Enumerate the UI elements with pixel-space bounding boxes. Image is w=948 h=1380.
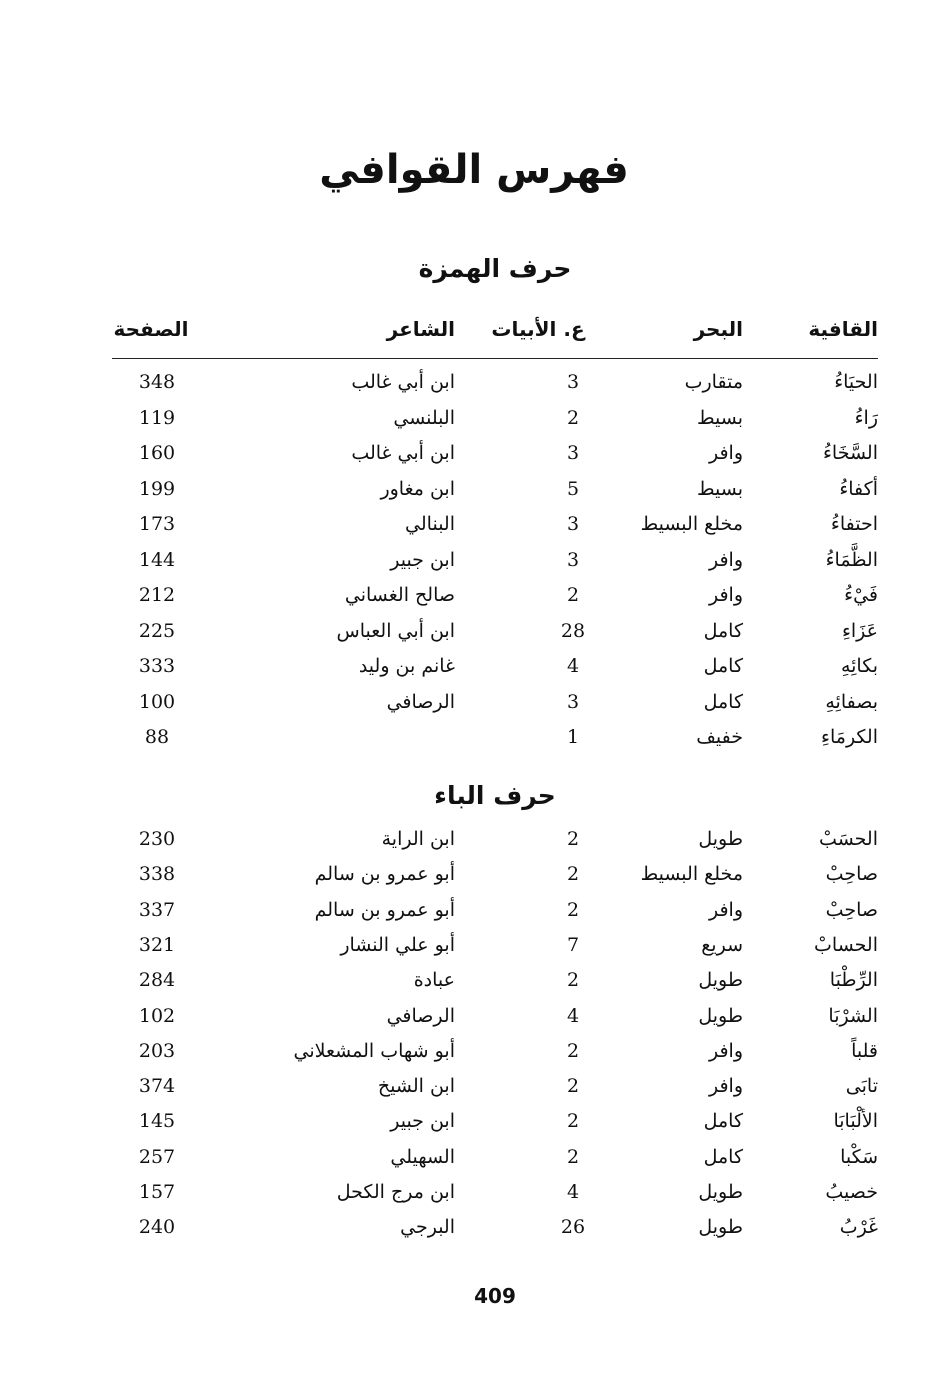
verse-count-cell: 2: [566, 828, 580, 850]
table-row: [0, 998, 948, 1034]
poet-cell: ابن الشيخ: [377, 1075, 455, 1098]
verse-count-cell: 2: [566, 406, 580, 429]
rhyme-cell: فَيْءُ: [844, 584, 878, 606]
verse-count-cell: 2: [566, 1110, 580, 1133]
header-divider: [112, 358, 878, 359]
poet-cell: الرصافي: [386, 1004, 455, 1027]
verse-count-cell: 5: [566, 477, 580, 500]
page-cell: 212: [138, 584, 176, 606]
table-row: [0, 892, 948, 928]
verse-count-cell: 3: [566, 690, 580, 713]
table-row: [0, 542, 948, 578]
verse-count-cell: 4: [566, 1004, 580, 1027]
verse-count-cell: 1: [566, 726, 580, 748]
rhyme-cell: بصفائِهِ: [825, 690, 878, 713]
rhyme-cell: عَزَاءِ: [841, 619, 878, 642]
meter-cell: كامل: [703, 1110, 743, 1133]
column-header-meter: البحر: [693, 317, 743, 341]
poet-cell: البلنسي: [393, 406, 455, 429]
page-cell: 230: [138, 828, 176, 850]
verse-count-cell: 7: [566, 933, 580, 956]
poet-cell: ابن أبي غالب: [351, 442, 455, 464]
verse-count-cell: 3: [566, 548, 580, 571]
page-title: فهرس القوافي: [319, 147, 629, 193]
verse-count-cell: 4: [566, 655, 580, 677]
meter-cell: وافر: [708, 1039, 743, 1062]
rhyme-cell: قلباً: [851, 1039, 878, 1062]
meter-cell: طويل: [698, 828, 743, 850]
table-row: [0, 577, 948, 613]
page-cell: 173: [138, 513, 176, 535]
meter-cell: بسيط: [696, 477, 743, 500]
poet-cell: السهيلي: [390, 1145, 455, 1168]
rhyme-cell: صاحِبْ: [825, 898, 878, 921]
table-header: [0, 311, 948, 347]
page-cell: 284: [138, 969, 176, 992]
verse-count-cell: 3: [566, 442, 580, 464]
meter-cell: كامل: [703, 1145, 743, 1168]
poet-cell: ابن الراية: [381, 828, 455, 850]
table-row: [0, 962, 948, 998]
rhyme-cell: احتفاءُ: [830, 513, 878, 535]
meter-cell: وافر: [708, 1075, 743, 1098]
meter-cell: متقارب: [684, 371, 743, 393]
poet-cell: أبو عمرو بن سالم: [314, 863, 455, 886]
verse-count-cell: 4: [566, 1181, 580, 1203]
meter-cell: طويل: [698, 969, 743, 992]
table-row: [0, 1103, 948, 1139]
rhyme-cell: الكرمَاءِ: [821, 726, 878, 748]
meter-cell: مخلع البسيط: [640, 863, 743, 886]
meter-cell: طويل: [698, 1181, 743, 1203]
page-cell: 333: [138, 655, 176, 677]
poet-cell: صالح الغساني: [344, 584, 455, 606]
rhyme-cell: الرِّطْبَا: [829, 969, 878, 992]
meter-cell: مخلع البسيط: [640, 513, 743, 535]
page-cell: 199: [138, 477, 176, 500]
verse-count-cell: 2: [566, 863, 580, 886]
rhyme-cell: خصيبُ: [825, 1181, 878, 1203]
rhyme-cell: الظَّمَاءُ: [825, 548, 878, 571]
verse-count-cell: 2: [566, 584, 580, 606]
column-header-count: ع. الأبيات: [491, 317, 585, 341]
page-cell: 157: [138, 1181, 176, 1203]
rhyme-cell: السَّخَاءُ: [822, 442, 878, 464]
table-row: [0, 400, 948, 436]
rhyme-cell: سَكْبا: [840, 1145, 878, 1168]
poet-cell: [215, 719, 455, 755]
meter-cell: طويل: [698, 1216, 743, 1239]
page-number: 409: [474, 1284, 516, 1308]
table-row: [0, 506, 948, 542]
table-row: [0, 719, 948, 755]
meter-cell: كامل: [703, 655, 743, 677]
table-row: [0, 1209, 948, 1245]
table-row: [0, 613, 948, 649]
meter-cell: كامل: [703, 690, 743, 713]
meter-cell: كامل: [703, 619, 743, 642]
rhyme-cell: صاحِبْ: [825, 863, 878, 886]
table-row: [0, 1068, 948, 1104]
table-row: [0, 435, 948, 471]
poet-cell: أبو شهاب المشعلاني: [293, 1039, 455, 1062]
page-cell: 203: [138, 1039, 176, 1062]
page-cell: 321: [138, 933, 176, 956]
rhyme-cell: الألْبَابَا: [833, 1110, 878, 1133]
poet-cell: أبو عمرو بن سالم: [314, 898, 455, 921]
verse-count-cell: 3: [566, 513, 580, 535]
poet-cell: ابن مرج الكحل: [336, 1181, 455, 1203]
table-row: [0, 821, 948, 857]
table-row: [0, 927, 948, 963]
poet-cell: ابن جبير: [390, 1110, 455, 1133]
rhyme-cell: أكفاءُ: [839, 477, 878, 500]
poet-cell: ابن جبير: [390, 548, 455, 571]
page-cell: 102: [138, 1004, 176, 1027]
page-cell: 160: [138, 442, 176, 464]
column-header-poet: الشاعر: [386, 317, 455, 341]
verse-count-cell: 2: [566, 969, 580, 992]
table-row: [0, 684, 948, 720]
verse-count-cell: 2: [566, 1145, 580, 1168]
section-title-ba: حرف الباء: [434, 781, 556, 810]
table-row: [0, 1033, 948, 1069]
poet-cell: عبادة: [413, 969, 455, 992]
verse-count-cell: 2: [566, 898, 580, 921]
rhyme-cell: الحيَاءُ: [834, 371, 878, 393]
page-cell: 100: [138, 690, 176, 713]
verse-count-cell: 26: [560, 1216, 586, 1239]
verse-count-cell: 2: [566, 1075, 580, 1098]
rhyme-cell: الشرْبَا: [828, 1004, 878, 1027]
column-header-page: الصفحة: [113, 317, 189, 341]
poet-cell: غانم بن وليد: [358, 655, 455, 677]
poet-cell: ابن مغاور: [380, 477, 455, 500]
table-row: [0, 1174, 948, 1210]
poet-cell: أبو علي النشار: [340, 933, 455, 956]
meter-cell: سريع: [701, 933, 743, 956]
rhyme-cell: رَاءُ: [854, 406, 878, 429]
verse-count-cell: 3: [566, 371, 580, 393]
poet-cell: ابن أبي العباس: [336, 619, 455, 642]
table-row: [0, 471, 948, 507]
poet-cell: البنالي: [405, 513, 455, 535]
verse-count-cell: 2: [566, 1039, 580, 1062]
meter-cell: وافر: [708, 898, 743, 921]
table-row: [0, 856, 948, 892]
column-header-rhyme: القافية: [808, 317, 878, 341]
page-cell: 374: [138, 1075, 176, 1098]
meter-cell: طويل: [698, 1004, 743, 1027]
poet-cell: البرجي: [400, 1216, 455, 1239]
table-row: [0, 1139, 948, 1175]
rhyme-cell: تابَى: [845, 1075, 878, 1098]
meter-cell: وافر: [708, 584, 743, 606]
poet-cell: الرصافي: [386, 690, 455, 713]
page-cell: 119: [138, 406, 176, 429]
meter-cell: خفيف: [696, 726, 743, 748]
section-title-hamza: حرف الهمزة: [418, 254, 572, 283]
rhyme-cell: الحسابْ: [814, 933, 878, 956]
page-cell: 88: [144, 726, 170, 748]
page-cell: 145: [138, 1110, 176, 1133]
poet-cell: ابن أبي غالب: [351, 371, 455, 393]
rhyme-cell: غَرْبُ: [839, 1216, 878, 1239]
page-cell: 348: [138, 371, 176, 393]
meter-cell: بسيط: [696, 406, 743, 429]
page-cell: 338: [138, 863, 176, 886]
rhyme-cell: بكائِهِ: [840, 655, 878, 677]
page-cell: 225: [138, 619, 176, 642]
page-cell: 337: [138, 898, 176, 921]
table-row: [0, 648, 948, 684]
meter-cell: وافر: [708, 548, 743, 571]
page-cell: 257: [138, 1145, 176, 1168]
table-row: [0, 364, 948, 400]
verse-count-cell: 28: [560, 619, 586, 642]
page-cell: 144: [138, 548, 176, 571]
page-cell: 240: [138, 1216, 176, 1239]
rhyme-cell: الحسَبْ: [819, 828, 878, 850]
meter-cell: وافر: [708, 442, 743, 464]
